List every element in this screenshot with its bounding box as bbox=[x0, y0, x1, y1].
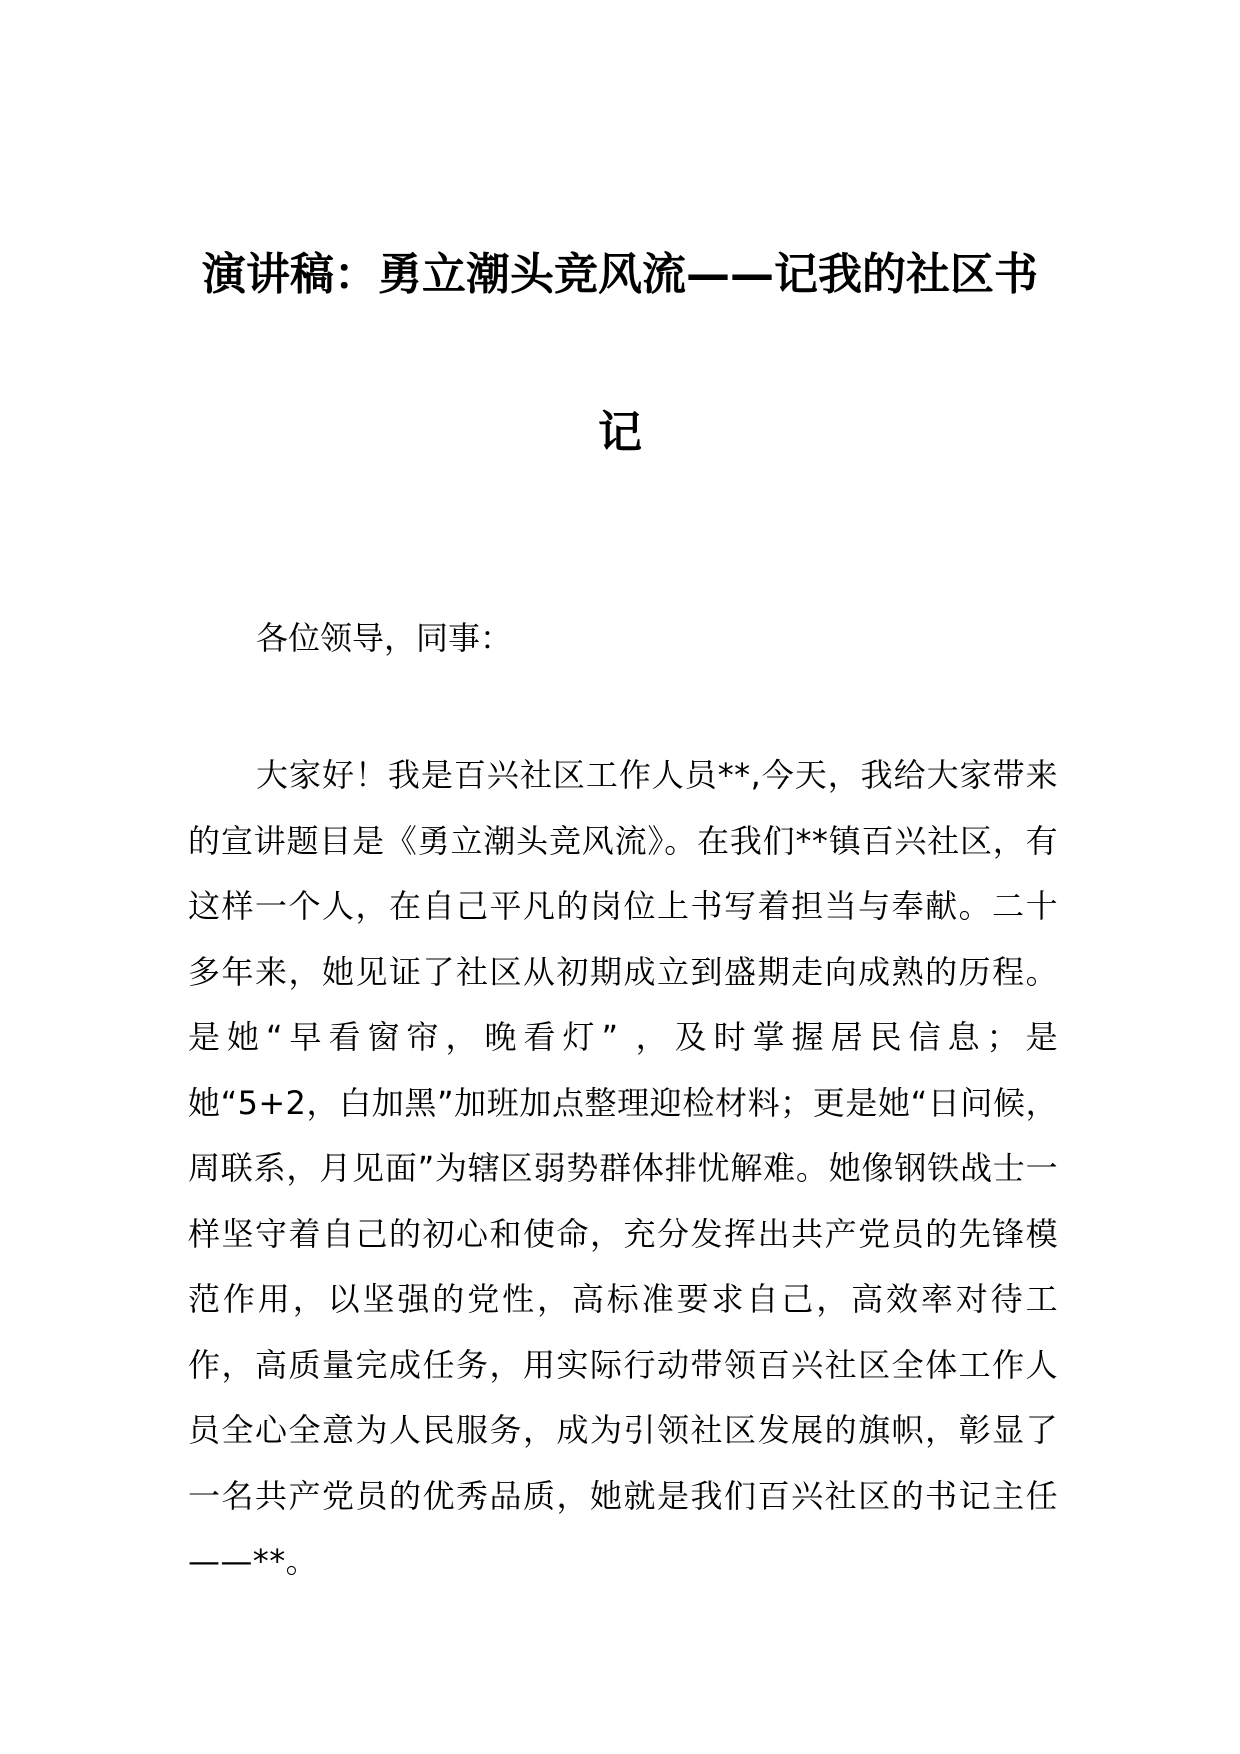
document-title: 演讲稿：勇立潮头竞风流——记我的社区书记 bbox=[202, 249, 1038, 458]
salutation: 各位领导，同事： bbox=[256, 619, 513, 657]
body-paragraph: 大家好！我是百兴社区工作人员**,今天，我给大家带来的宣讲题目是《勇立潮头竞风流》。在我们**镇百兴社区，有这样一个人，在自己平凡的岗位上书写着担当与奉献。二十多年来，她见证了社区从初期成立到盛期走向成熟的历程。是她“早看窗帘，晚看灯” ，及时掌握居民信息；是她“5+2，白加黑”加班加点整理迎检材料；更是她“日问候，周联系，月见面”为辖区弱势群体排忧解难。她像钢铁战士一样坚守着自己的初心和使命，充分发挥出共产党员的先锋模范作用，以坚强的党性，高标准要求自己，高效率对待工作，高质量完成任务，用实际行动带领百兴社区全体工作人员全心全意为人民服务，成为引领社区发展的旗帜，彰显了一名共产党员的优秀品质，她就是我们百兴社区的书记主任——**。 bbox=[188, 756, 1058, 1580]
